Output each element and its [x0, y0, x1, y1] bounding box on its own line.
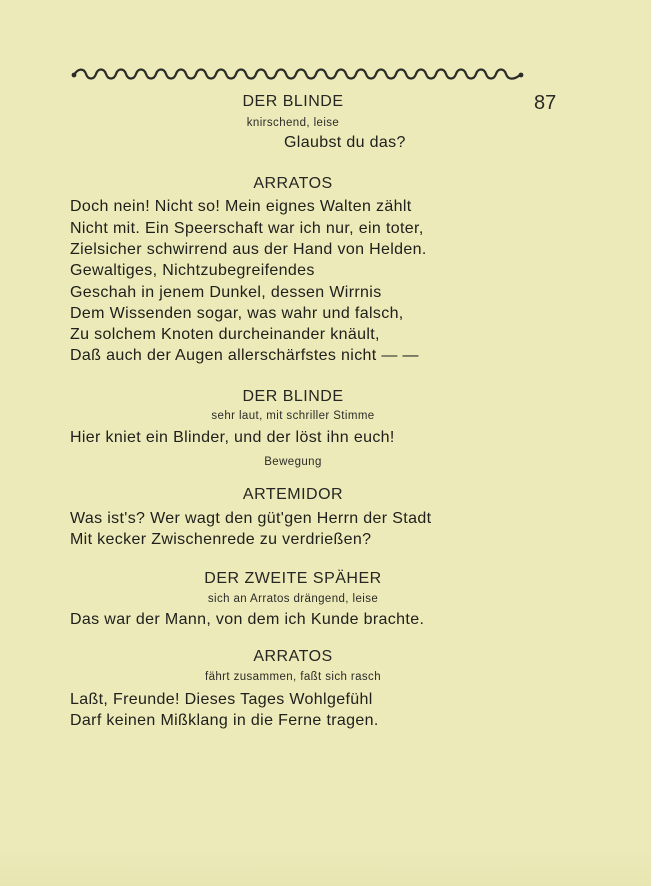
speaker-name: ARTEMIDOR [242, 486, 344, 503]
speaker-name: DER BLINDE [242, 388, 344, 405]
page-number: 87 [534, 92, 557, 114]
verse-line: Zu solchem Knoten durcheinander knäult, [70, 326, 380, 343]
ornamental-header-rule [70, 66, 525, 84]
stage-direction: sich an Arratos drängend, leise [207, 593, 379, 605]
verse-line: Laßt, Freunde! Dieses Tages Wohlgefühl [70, 691, 373, 708]
stage-direction: sehr laut, mit schriller Stimme [211, 410, 375, 422]
speaker-name: DER BLINDE [242, 93, 344, 110]
speaker-name: DER ZWEITE SPÄHER [204, 570, 382, 587]
verse-line: Geschah in jenem Dunkel, dessen Wirrnis [70, 284, 382, 301]
verse-line: Was ist's? Wer wagt den güt'gen Herrn der Stadt [70, 510, 432, 527]
stage-direction: knirschend, leise [246, 117, 340, 129]
verse-line: Glaubst du das? [284, 134, 406, 151]
verse-line: Das war der Mann, von dem ich Kunde brachte. [70, 611, 425, 628]
verse-line: Hier kniet ein Blinder, und der löst ihn euch! [70, 429, 395, 446]
speaker-name: ARRATOS [253, 175, 333, 192]
page-edge [651, 0, 663, 886]
verse-line: Doch nein! Nicht so! Mein eignes Walten zählt [70, 198, 412, 215]
verse-line: Dem Wissenden sogar, was wahr und falsch, [70, 305, 404, 322]
verse-line: Nicht mit. Ein Speerschaft war ich nur, ein toter, [70, 220, 424, 237]
verse-line: Gewaltiges, Nichtzubegreifendes [70, 262, 315, 279]
stage-direction: Bewegung [264, 456, 322, 468]
verse-line: Mit kecker Zwischenrede zu verdrießen? [70, 531, 372, 548]
verse-line: Zielsicher schwirrend aus der Hand von Helden. [70, 241, 427, 258]
verse-line: Darf keinen Mißklang in die Ferne tragen. [70, 712, 379, 729]
verse-line: Daß auch der Augen allerschärfstes nicht — — [70, 347, 419, 364]
paper-shading [0, 846, 651, 886]
stage-direction: fährt zusammen, faßt sich rasch [204, 671, 381, 683]
speaker-name: ARRATOS [253, 648, 333, 665]
